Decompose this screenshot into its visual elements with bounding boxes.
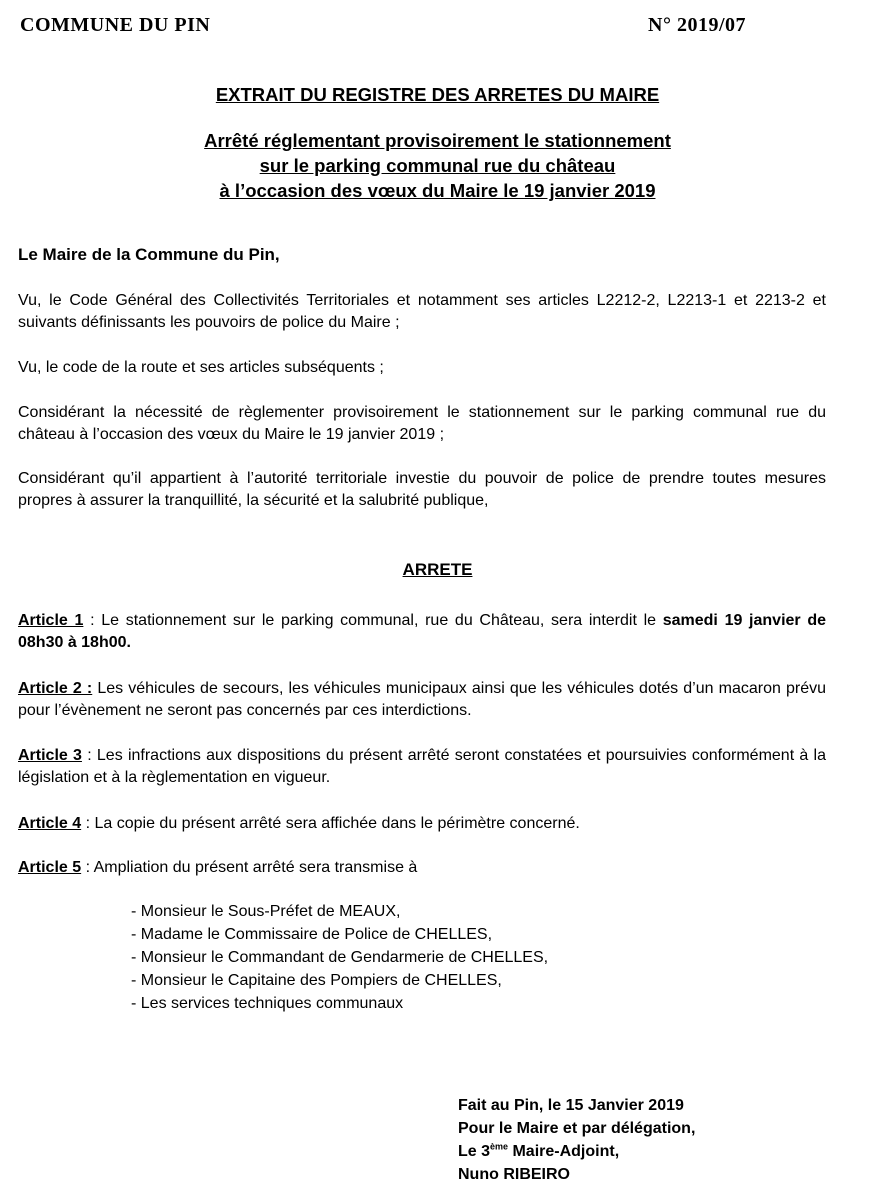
article-label: Article 2 : — [18, 680, 93, 697]
signature-role — [458, 1140, 695, 1163]
article-text: Le stationnement sur le parking communal, rue du Château, sera interdit le — [101, 612, 663, 629]
article-text: La copie du présent arrêté sera affichée dans le périmètre concerné. — [94, 815, 580, 832]
article-label: Article 3 — [18, 747, 82, 764]
signatory-name: Nuno RIBEIRO — [458, 1166, 570, 1183]
list-item: - Madame le Commissaire de Police de CHELLES, — [131, 926, 493, 943]
signature-block — [458, 1094, 695, 1186]
article-5 — [18, 857, 826, 879]
article-label: Article 5 — [18, 859, 82, 876]
subtitle-line: à l’occasion des vœux du Maire le 19 janvier 2019 — [219, 180, 656, 201]
subtitle-line: sur le parking communal rue du château — [259, 155, 616, 176]
list-item: - Les services techniques communaux — [131, 995, 404, 1012]
consideration-paragraph: Considérant qu’il appartient à l’autorité territoriale investie du pouvoir de police de prendre toutes mesures propres à assurer la tranquillité, la sécurité et la salubrité publique, — [18, 470, 826, 509]
list-item: - Monsieur le Sous-Préfet de MEAUX, — [131, 903, 401, 920]
signature-delegation: Pour le Maire et par délégation, — [458, 1120, 696, 1137]
article-separator: : — [81, 859, 94, 876]
article-separator: : — [81, 815, 95, 832]
article-label: Article 1 — [18, 612, 84, 629]
role-suffix: Maire-Adjoint, — [508, 1143, 620, 1160]
article-label: Article 4 — [18, 815, 82, 832]
article-text: Ampliation du présent arrêté sera transmise à — [93, 859, 418, 876]
consideration-paragraph: Considérant la nécessité de règlementer provisoirement le stationnement sur le parking communal rue du château à l’occasion des vœux du Maire le 19 janvier 2019 ; — [18, 404, 826, 443]
consideration-paragraph: Vu, le code de la route et ses articles subséquents ; — [18, 359, 384, 376]
document-subtitle — [0, 128, 875, 203]
role-prefix: Le 3 — [458, 1143, 491, 1160]
article-4 — [18, 813, 826, 835]
article-text: Les infractions aux dispositions du présent arrêté seront constatées et poursuivies conformément à la législation et à la règlementation en vigueur. — [18, 747, 827, 786]
article-separator: : — [83, 612, 102, 629]
role-superscript: ème — [490, 1141, 509, 1152]
article-text: Les véhicules de secours, les véhicules municipaux ainsi que les véhicules dotés d’un macaron prévu pour l’évènement ne seront pas concernés par ces interdictions. — [18, 680, 827, 719]
signature-place-date: Fait au Pin, le 15 Janvier 2019 — [458, 1097, 684, 1114]
list-item: - Monsieur le Capitaine des Pompiers de CHELLES, — [131, 972, 502, 989]
decision-heading: ARRETE — [402, 560, 473, 579]
article-2 — [18, 678, 826, 722]
document-title: EXTRAIT DU REGISTRE DES ARRETES DU MAIRE — [215, 84, 660, 105]
list-item: - Monsieur le Commandant de Gendarmerie de CHELLES, — [131, 949, 549, 966]
arrete-number: N° 2019/07 — [648, 14, 746, 36]
commune-name: COMMUNE DU PIN — [20, 14, 211, 36]
mayor-lead: Le Maire de la Commune du Pin, — [18, 245, 280, 264]
article-separator: : — [81, 747, 97, 764]
recipients-list — [131, 900, 548, 1015]
consideration-paragraph: Vu, le Code Général des Collectivités Territoriales et notamment ses articles L2212-2, L2213-1 et 2213-2 et suivants définissants les pouvoirs de police du Maire ; — [18, 292, 826, 331]
article-emphasis: samedi 19 janvier de 08h30 à 18h00. — [18, 612, 827, 651]
subtitle-line: Arrêté réglementant provisoirement le stationnement — [204, 130, 671, 151]
article-1 — [18, 610, 826, 654]
article-3 — [18, 745, 826, 789]
